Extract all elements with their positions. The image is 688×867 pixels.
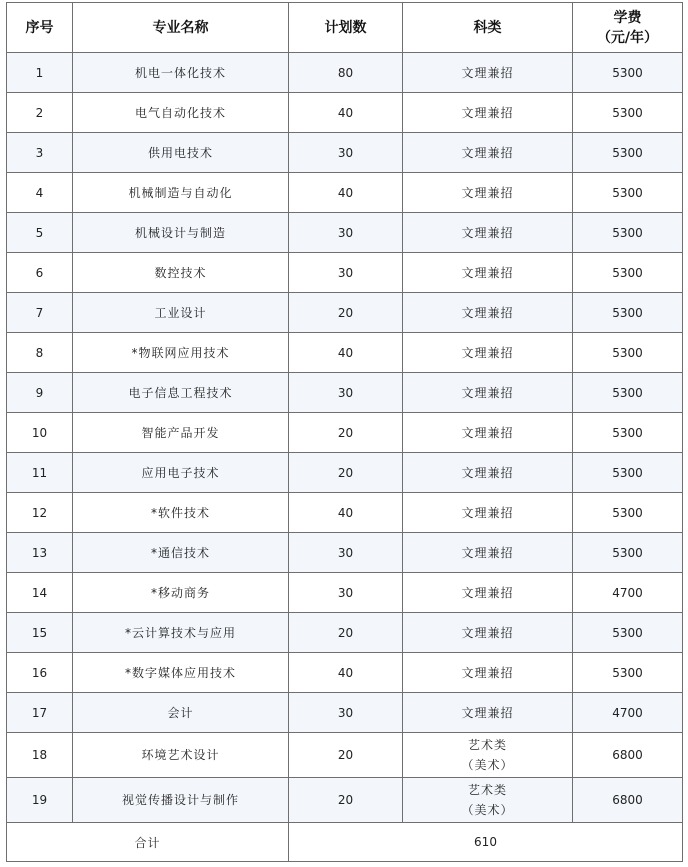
row-plan: 20 — [289, 778, 403, 823]
row-plan: 30 — [289, 253, 403, 293]
row-index: 10 — [7, 413, 73, 453]
row-index: 12 — [7, 493, 73, 533]
table-row — [7, 493, 683, 533]
row-index: 15 — [7, 613, 73, 653]
row-category: 文理兼招 — [403, 213, 573, 253]
row-major: 会计 — [73, 693, 289, 733]
table-footer — [7, 823, 683, 862]
table-row — [7, 693, 683, 733]
row-fee: 5300 — [573, 333, 683, 373]
row-category-line2: （美术） — [461, 758, 514, 772]
header-fee-unit: （元/年） — [596, 29, 659, 46]
row-category: 文理兼招 — [403, 693, 573, 733]
header-index: 序号 — [7, 3, 73, 53]
table-row — [7, 373, 683, 413]
table-row — [7, 613, 683, 653]
enrollment-plan-table — [6, 2, 683, 862]
header-plan: 计划数 — [289, 3, 403, 53]
row-category: 文理兼招 — [403, 133, 573, 173]
row-fee: 5300 — [573, 373, 683, 413]
row-plan: 40 — [289, 493, 403, 533]
row-major: 数控技术 — [73, 253, 289, 293]
row-fee: 5300 — [573, 453, 683, 493]
row-category: 文理兼招 — [403, 653, 573, 693]
row-category-line1: 艺术类 — [467, 738, 507, 752]
header-major: 专业名称 — [73, 3, 289, 53]
row-category-line2: （美术） — [461, 803, 514, 817]
row-plan: 30 — [289, 573, 403, 613]
row-major: 智能产品开发 — [73, 413, 289, 453]
row-plan: 20 — [289, 293, 403, 333]
total-plan: 610 — [289, 823, 683, 862]
row-category: 文理兼招 — [403, 333, 573, 373]
table-row — [7, 133, 683, 173]
row-category: 文理兼招 — [403, 493, 573, 533]
header-row — [7, 3, 683, 53]
row-plan: 40 — [289, 173, 403, 213]
row-major: 视觉传播设计与制作 — [73, 778, 289, 823]
row-major: 供用电技术 — [73, 133, 289, 173]
row-index: 1 — [7, 53, 73, 93]
row-index: 7 — [7, 293, 73, 333]
total-label: 合计 — [7, 823, 289, 862]
row-plan: 20 — [289, 733, 403, 778]
row-category: 文理兼招 — [403, 293, 573, 333]
table-header — [7, 3, 683, 53]
row-major: 应用电子技术 — [73, 453, 289, 493]
header-fee-label: 学费 — [613, 9, 642, 26]
row-fee: 5300 — [573, 493, 683, 533]
row-major: 工业设计 — [73, 293, 289, 333]
row-fee: 5300 — [573, 213, 683, 253]
table-row — [7, 733, 683, 778]
row-fee: 5300 — [573, 53, 683, 93]
row-index: 2 — [7, 93, 73, 133]
row-plan: 40 — [289, 653, 403, 693]
row-fee: 4700 — [573, 573, 683, 613]
row-major: *移动商务 — [73, 573, 289, 613]
row-major: 电气自动化技术 — [73, 93, 289, 133]
row-major: *通信技术 — [73, 533, 289, 573]
row-index: 8 — [7, 333, 73, 373]
row-category: 文理兼招 — [403, 573, 573, 613]
row-index: 14 — [7, 573, 73, 613]
row-category: 文理兼招 — [403, 173, 573, 213]
row-fee: 5300 — [573, 613, 683, 653]
row-category — [403, 778, 573, 823]
row-plan: 40 — [289, 333, 403, 373]
table-row — [7, 253, 683, 293]
row-category: 文理兼招 — [403, 53, 573, 93]
row-category: 文理兼招 — [403, 453, 573, 493]
row-plan: 20 — [289, 413, 403, 453]
row-index: 19 — [7, 778, 73, 823]
table-row — [7, 413, 683, 453]
row-fee: 5300 — [573, 173, 683, 213]
row-plan: 30 — [289, 373, 403, 413]
row-plan: 40 — [289, 93, 403, 133]
row-category: 文理兼招 — [403, 413, 573, 453]
row-index: 3 — [7, 133, 73, 173]
table-row — [7, 333, 683, 373]
row-category: 文理兼招 — [403, 253, 573, 293]
row-index: 6 — [7, 253, 73, 293]
row-plan: 30 — [289, 133, 403, 173]
table-row — [7, 573, 683, 613]
table-row — [7, 453, 683, 493]
row-plan: 20 — [289, 613, 403, 653]
row-index: 9 — [7, 373, 73, 413]
row-major: *云计算技术与应用 — [73, 613, 289, 653]
row-fee: 5300 — [573, 93, 683, 133]
row-index: 17 — [7, 693, 73, 733]
row-index: 13 — [7, 533, 73, 573]
row-index: 5 — [7, 213, 73, 253]
table-row — [7, 533, 683, 573]
row-fee: 5300 — [573, 533, 683, 573]
table-row — [7, 93, 683, 133]
row-major: 机械设计与制造 — [73, 213, 289, 253]
row-plan: 30 — [289, 213, 403, 253]
table-row — [7, 213, 683, 253]
row-major: *物联网应用技术 — [73, 333, 289, 373]
table-row — [7, 53, 683, 93]
row-major: *数字媒体应用技术 — [73, 653, 289, 693]
row-major: 电子信息工程技术 — [73, 373, 289, 413]
row-fee: 6800 — [573, 733, 683, 778]
table-row — [7, 173, 683, 213]
row-major: *软件技术 — [73, 493, 289, 533]
row-plan: 30 — [289, 693, 403, 733]
table-row — [7, 653, 683, 693]
header-fee — [573, 3, 683, 53]
row-fee: 5300 — [573, 253, 683, 293]
row-plan: 80 — [289, 53, 403, 93]
row-category: 文理兼招 — [403, 93, 573, 133]
header-category: 科类 — [403, 3, 573, 53]
row-category — [403, 733, 573, 778]
table-row — [7, 293, 683, 333]
row-index: 4 — [7, 173, 73, 213]
row-index: 18 — [7, 733, 73, 778]
row-major: 机械制造与自动化 — [73, 173, 289, 213]
row-plan: 30 — [289, 533, 403, 573]
row-major: 机电一体化技术 — [73, 53, 289, 93]
row-fee: 4700 — [573, 693, 683, 733]
row-category: 文理兼招 — [403, 533, 573, 573]
row-category: 文理兼招 — [403, 373, 573, 413]
row-index: 16 — [7, 653, 73, 693]
table-body — [7, 53, 683, 823]
row-index: 11 — [7, 453, 73, 493]
row-fee: 5300 — [573, 133, 683, 173]
row-fee: 5300 — [573, 653, 683, 693]
row-category: 文理兼招 — [403, 613, 573, 653]
total-row — [7, 823, 683, 862]
row-fee: 5300 — [573, 413, 683, 453]
row-major: 环境艺术设计 — [73, 733, 289, 778]
row-fee: 5300 — [573, 293, 683, 333]
table-row — [7, 778, 683, 823]
row-fee: 6800 — [573, 778, 683, 823]
row-category-line1: 艺术类 — [467, 783, 507, 797]
row-plan: 20 — [289, 453, 403, 493]
